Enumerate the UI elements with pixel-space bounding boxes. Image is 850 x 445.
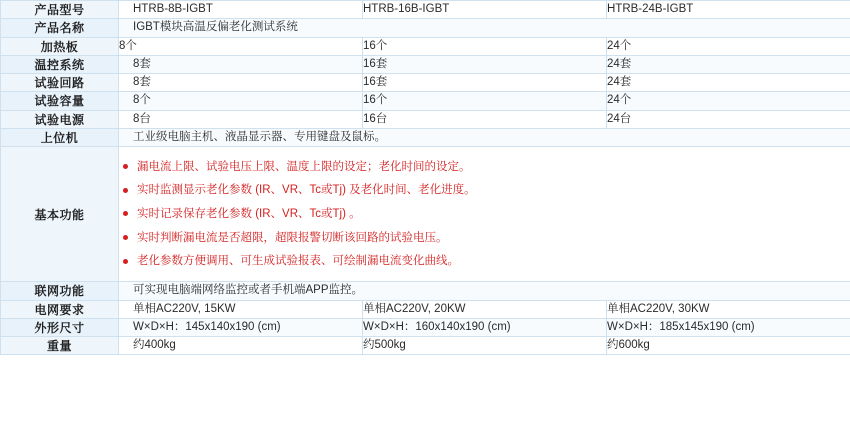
table-row-features <box>1 147 850 282</box>
features-cell <box>119 147 850 282</box>
row-value: 单相AC220V, 20KW <box>363 300 607 318</box>
feature-list <box>119 147 850 281</box>
row-value: 24台 <box>607 110 850 128</box>
row-value: 16个 <box>363 37 607 55</box>
row-label: 产品名称 <box>1 19 119 37</box>
row-value: 单相AC220V, 30KW <box>607 300 850 318</box>
row-value: W×D×H：145x140x190 (cm) <box>119 318 363 336</box>
row-value: 8套 <box>119 74 363 92</box>
table-row <box>1 55 850 73</box>
row-value: 8个 <box>119 37 363 55</box>
row-label: 产品型号 <box>1 1 119 19</box>
table-row <box>1 1 850 19</box>
row-label: 外形尺寸 <box>1 318 119 336</box>
row-value: HTRB-16B-IGBT <box>363 1 607 19</box>
row-value: 约400kg <box>119 337 363 355</box>
row-value: 约500kg <box>363 337 607 355</box>
row-label: 上位机 <box>1 128 119 146</box>
row-label: 基本功能 <box>1 147 119 282</box>
row-label: 试验电源 <box>1 110 119 128</box>
row-value: 16台 <box>363 110 607 128</box>
row-value-merged: 工业级电脑主机、液晶显示器、专用键盘及鼠标。 <box>119 128 850 146</box>
row-value: HTRB-24B-IGBT <box>607 1 850 19</box>
row-label: 联网功能 <box>1 282 119 300</box>
row-label: 温控系统 <box>1 55 119 73</box>
list-item: 实时判断漏电流是否超限，超限报警切断该回路的试验电压。 <box>121 226 850 250</box>
row-label: 试验容量 <box>1 92 119 110</box>
table-row <box>1 37 850 55</box>
row-value: 16套 <box>363 55 607 73</box>
list-item: 实时监测显示老化参数 (IR、VR、Tc或Tj) 及老化时间、老化进度。 <box>121 179 850 203</box>
table-row <box>1 300 850 318</box>
row-value: 约600kg <box>607 337 850 355</box>
table-row <box>1 92 850 110</box>
row-value: W×D×H：160x140x190 (cm) <box>363 318 607 336</box>
table-row <box>1 110 850 128</box>
row-label: 试验回路 <box>1 74 119 92</box>
table-row <box>1 19 850 37</box>
row-value: 24套 <box>607 74 850 92</box>
table-row <box>1 128 850 146</box>
row-value: HTRB-8B-IGBT <box>119 1 363 19</box>
row-value: 16套 <box>363 74 607 92</box>
row-value: 24个 <box>607 37 850 55</box>
table-row <box>1 74 850 92</box>
list-item: 老化参数方便调用、可生成试验报表、可绘制漏电流变化曲线。 <box>121 250 850 274</box>
row-value: 8台 <box>119 110 363 128</box>
row-value: 24个 <box>607 92 850 110</box>
row-label: 电网要求 <box>1 300 119 318</box>
row-value: 8套 <box>119 55 363 73</box>
list-item: 实时记录保存老化参数 (IR、VR、Tc或Tj) 。 <box>121 202 850 226</box>
row-value: 24套 <box>607 55 850 73</box>
table-row <box>1 282 850 300</box>
row-label: 加热板 <box>1 37 119 55</box>
row-value: 单相AC220V, 15KW <box>119 300 363 318</box>
row-value: 16个 <box>363 92 607 110</box>
row-value-merged: 可实现电脑端网络监控或者手机端APP监控。 <box>119 282 850 300</box>
row-value: W×D×H：185x145x190 (cm) <box>607 318 850 336</box>
row-value-merged: IGBT模块高温反偏老化测试系统 <box>119 19 850 37</box>
list-item: 漏电流上限、试验电压上限、温度上限的设定；老化时间的设定。 <box>121 155 850 179</box>
table-row <box>1 318 850 336</box>
table-row <box>1 337 850 355</box>
row-label: 重量 <box>1 337 119 355</box>
row-value: 8个 <box>119 92 363 110</box>
